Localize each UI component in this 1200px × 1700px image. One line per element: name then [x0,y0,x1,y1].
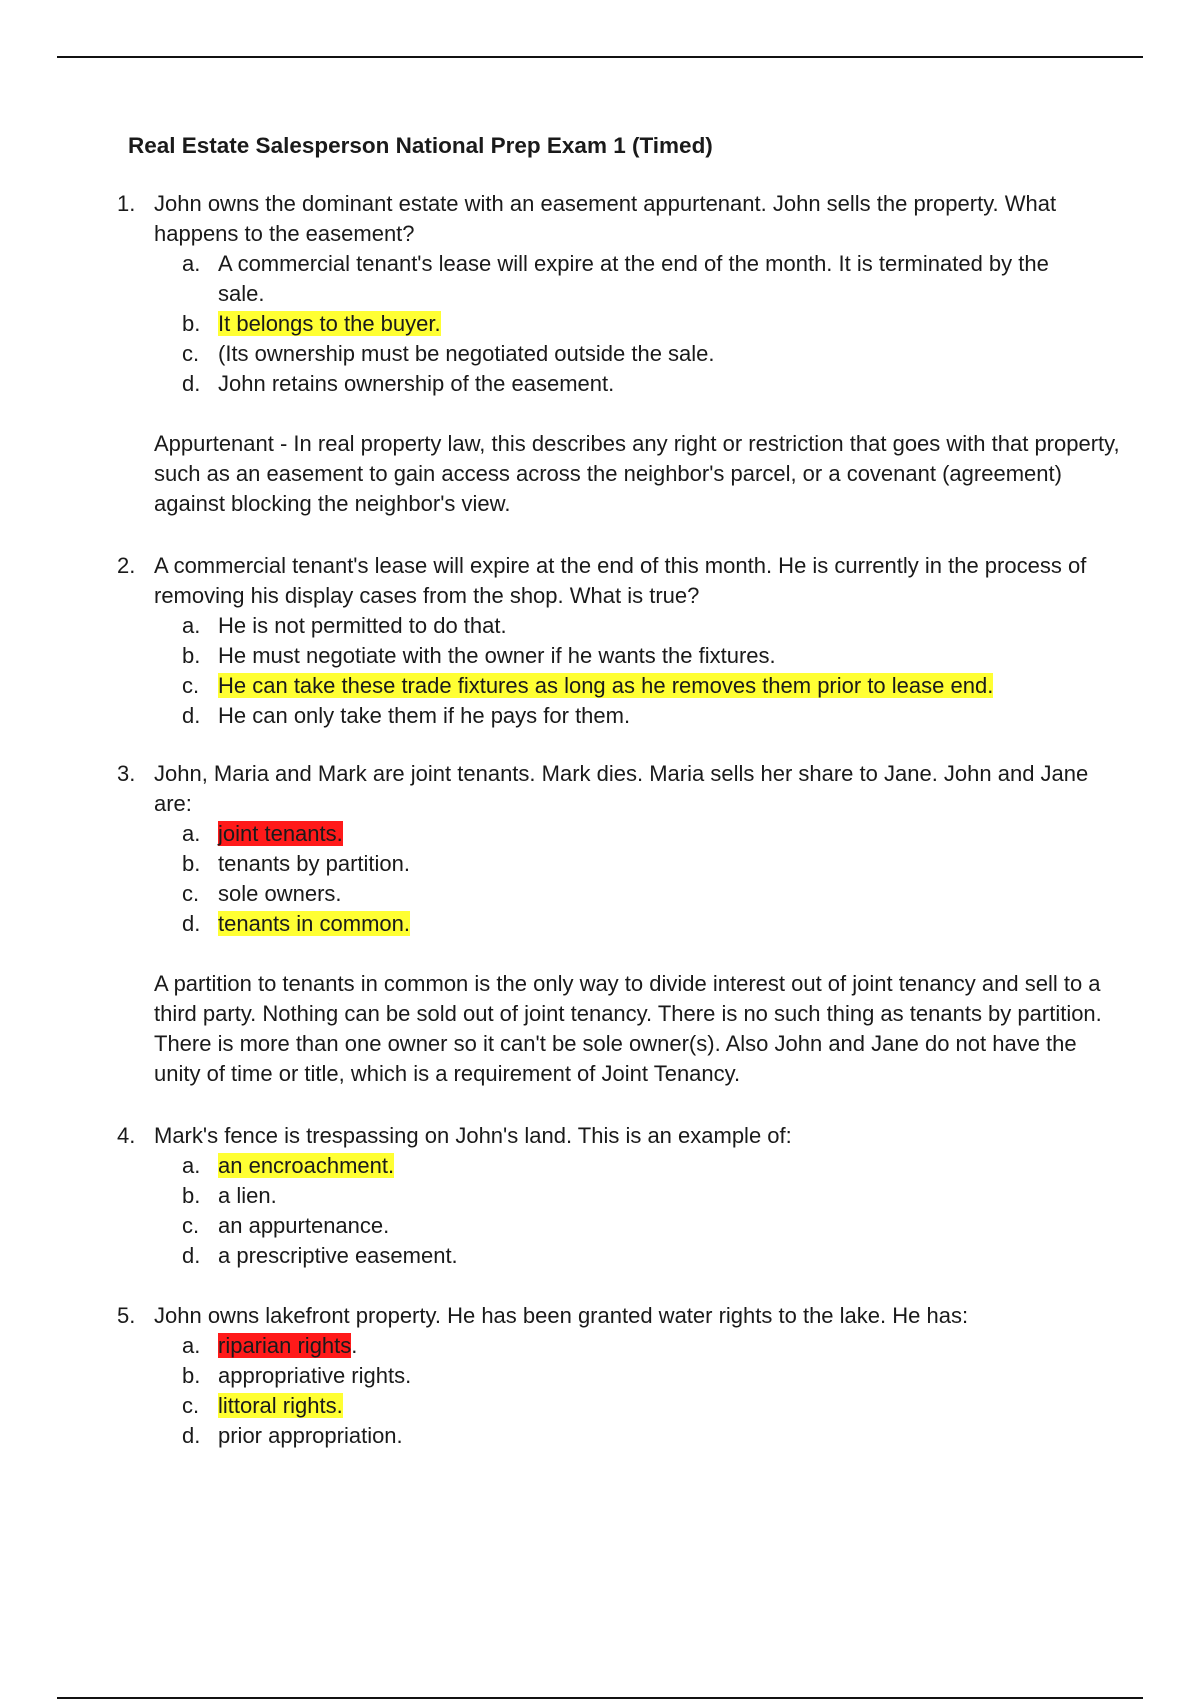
option-letter: a. [182,821,201,846]
option-letter: b. [182,1363,201,1388]
option-letter: c. [182,1393,200,1418]
option-letter: b. [182,643,201,668]
option-letter: c. [182,1213,200,1238]
option-a [0,611,1200,641]
question-number: 3. [117,761,136,786]
option-letter: a. [182,613,201,638]
highlighted-answer: an encroachment. [218,1153,395,1178]
option-letter: d. [182,911,201,936]
option-c [0,879,1200,909]
option-letter: b. [182,311,201,336]
option-c [0,339,1200,369]
option-text: prior appropriation. [218,1423,403,1448]
option-text: sole owners. [218,881,342,906]
option-b [0,1181,1200,1211]
option-letter: c. [182,341,200,366]
option-a [0,1331,1200,1361]
option-b [0,1361,1200,1391]
option-text: a lien. [218,1183,277,1208]
option-letter: d. [182,1423,201,1448]
option-c [0,671,1200,701]
highlighted-answer: littoral rights. [218,1393,343,1418]
option-text: He is not permitted to do that. [218,613,507,638]
question-number: 2. [117,553,136,578]
option-text: appropriative rights. [218,1363,412,1388]
option-d [0,701,1200,731]
option-a [0,249,1200,306]
option-letter: c. [182,673,200,698]
option-letter: d. [182,703,201,728]
question-number: 5. [117,1303,136,1328]
question-text: Mark's fence is trespassing on John's land. This is an example of: [154,1123,792,1148]
option-text: an appurtenance. [218,1213,390,1238]
question-number: 4. [117,1123,136,1148]
option-letter: a. [182,251,201,276]
question-text: A commercial tenant's lease will expire at the end of this month. He is currently in the process of removing his display cases from the shop. What is true? [154,553,1087,608]
highlighted-answer: It belongs to the buyer. [218,311,441,336]
wrong-answer-highlight: joint tenants. [218,821,343,846]
highlighted-answer: He can take these trade fixtures as long as he removes them prior to lease end. [218,673,994,698]
option-d [0,369,1200,399]
option-letter: b. [182,1183,201,1208]
option-text: John retains ownership of the easement. [218,371,615,396]
option-b [0,309,1200,339]
option-letter: c. [182,881,200,906]
option-letter: a. [182,1333,201,1358]
option-b [0,641,1200,671]
option-a [0,819,1200,849]
option-c [0,1211,1200,1241]
option-c [0,1391,1200,1421]
option-d [0,1421,1200,1451]
option-b [0,849,1200,879]
question-text: John owns lakefront property. He has been granted water rights to the lake. He has: [154,1303,969,1328]
option-text: A commercial tenant's lease will expire at the end of the month. It is terminated by the sale. [218,251,1049,306]
explanation-text: A partition to tenants in common is the only way to divide interest out of joint tenancy and sell to a third party. Nothing can be sold out of joint tenancy. There is no such thing as tenants by partition. There is more than one owner so it can't be sole owner(s). Also John and Jane do not have the unity of time or title, which is a requirement of Joint Tenancy. [154,971,1102,1086]
question-text: John, Maria and Mark are joint tenants. Mark dies. Maria sells her share to Jane. John and Jane are: [154,761,1089,816]
option-letter: d. [182,371,201,396]
option-a [0,1151,1200,1181]
option-d [0,909,1200,939]
top-rule [57,56,1143,58]
option-text: He can only take them if he pays for them. [218,703,631,728]
option-text: (Its ownership must be negotiated outside the sale. [218,341,715,366]
option-d [0,1241,1200,1271]
option-letter: b. [182,851,201,876]
bottom-rule [57,1697,1143,1699]
option-letter: a. [182,1153,201,1178]
option-suffix: . [351,1333,358,1358]
question-number: 1. [117,191,136,216]
highlighted-answer: tenants in common. [218,911,410,936]
option-letter: d. [182,1243,201,1268]
option-text: tenants by partition. [218,851,411,876]
option-text: a prescriptive easement. [218,1243,458,1268]
question-text: John owns the dominant estate with an easement appurtenant. John sells the property. What happens to the easement? [154,191,1057,246]
wrong-answer-highlight: riparian rights [218,1333,352,1358]
option-text: He must negotiate with the owner if he wants the fixtures. [218,643,776,668]
explanation-text: Appurtenant - In real property law, this describes any right or restriction that goes with that property, such as an easement to gain access across the neighbor's parcel, or a covenant (agreement) against blocking the neighbor's view. [154,431,1120,516]
document-title: Real Estate Salesperson National Prep Exam 1 (Timed) [128,133,713,158]
